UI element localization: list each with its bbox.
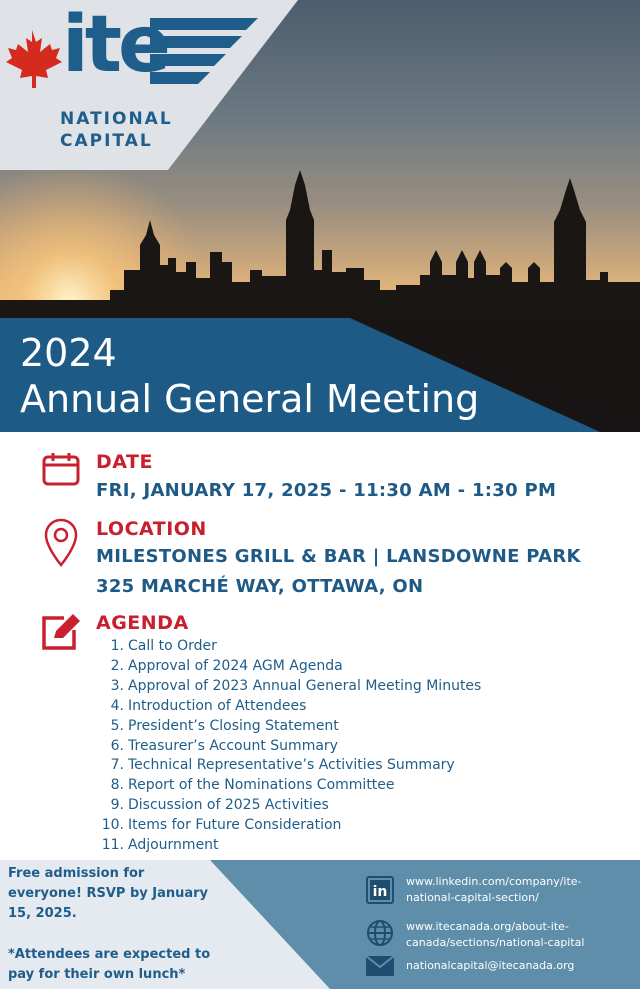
email-link[interactable]: nationalcapital@itecanada.org [406,959,575,972]
agenda-item-number: 11. [101,837,124,854]
location-venue: MILESTONES GRILL & BAR | LANSDOWNE PARK [96,546,581,567]
agenda-item-text: Items for Future Consideration [128,817,342,834]
agenda-item-number: 4. [110,697,124,714]
agenda-item-text: Introduction of Attendees [128,697,307,714]
calendar-icon [42,452,80,486]
map-pin-icon [44,518,78,568]
logo-subtitle-line1: NATIONAL [60,109,173,129]
event-name: Annual General Meeting [20,377,480,421]
date-value: FRI, JANUARY 17, 2025 - 11:30 AM - 1:30 PM [96,480,557,501]
linkedin-icon-text: in [372,884,388,900]
linkedin-link-line: national-capital-section/ [406,891,539,904]
agenda-item-text: Treasurer’s Account Summary [128,737,338,754]
linkedin-link-line: www.linkedin.com/company/ite- [406,875,582,888]
agenda-item [100,637,481,657]
logo-subtitle-line2: CAPITAL [60,131,153,151]
agenda-item [100,796,481,816]
event-title [20,330,479,422]
agenda-item-text: Technical Representative’s Activities Summary [128,757,455,774]
agenda-item-text: Approval of 2024 AGM Agenda [128,657,343,674]
agenda-item [100,717,481,737]
agenda-item-text: President’s Closing Statement [128,717,339,734]
agenda-item-number: 5. [110,717,124,734]
agenda-item [100,677,481,697]
agenda-item-number: 7. [110,757,124,774]
agenda-item [100,657,481,677]
logo-subtitle [60,108,173,152]
agenda-item-number: 1. [110,638,124,654]
location-address: 325 MARCHÉ WAY, OTTAWA, ON [96,576,424,597]
agenda-item-number: 3. [110,677,124,694]
agenda-item [100,697,481,717]
date-label: DATE [96,451,153,473]
linkedin-icon[interactable] [366,876,394,904]
linkedin-link[interactable] [406,874,582,906]
lunch-line: *Attendees are expected to [8,947,211,962]
agenda-item [100,816,481,836]
event-year: 2024 [20,331,117,375]
ite-wordmark: ite [62,0,167,90]
agenda-item-number: 9. [110,797,124,814]
edit-icon [40,612,82,652]
agenda-item [100,836,481,856]
rsvp-note [8,864,208,924]
rsvp-line: 15, 2025. [8,906,77,921]
agenda-item [100,776,481,796]
website-link-line: www.itecanada.org/about-ite- [406,920,569,933]
agenda-item-text: Approval of 2023 Annual General Meeting Minutes [128,677,482,694]
email-icon[interactable] [366,956,394,976]
website-link-line: canada/sections/national-capital [406,936,585,949]
lunch-line: pay for their own lunch* [8,967,186,982]
agenda-item-number: 2. [110,657,124,674]
agenda-item-text: Discussion of 2025 Activities [128,797,329,814]
agenda-item-text: Report of the Nominations Committee [128,777,395,794]
agenda-list [100,637,481,856]
agenda-item-number: 6. [110,737,124,754]
agenda-item-number: 8. [110,777,124,794]
agenda-label: AGENDA [96,612,189,634]
agenda-item-text: Adjournment [128,837,219,854]
rsvp-line: Free admission for [8,866,145,881]
website-link[interactable] [406,919,584,951]
agenda-item [100,756,481,776]
rsvp-line: everyone! RSVP by January [8,886,209,901]
lunch-note [8,945,210,985]
agenda-item-text: Call to Order [128,638,217,654]
globe-icon[interactable] [366,919,394,947]
location-label: LOCATION [96,518,207,540]
agenda-item [100,737,481,757]
agenda-item-number: 10. [101,817,124,834]
